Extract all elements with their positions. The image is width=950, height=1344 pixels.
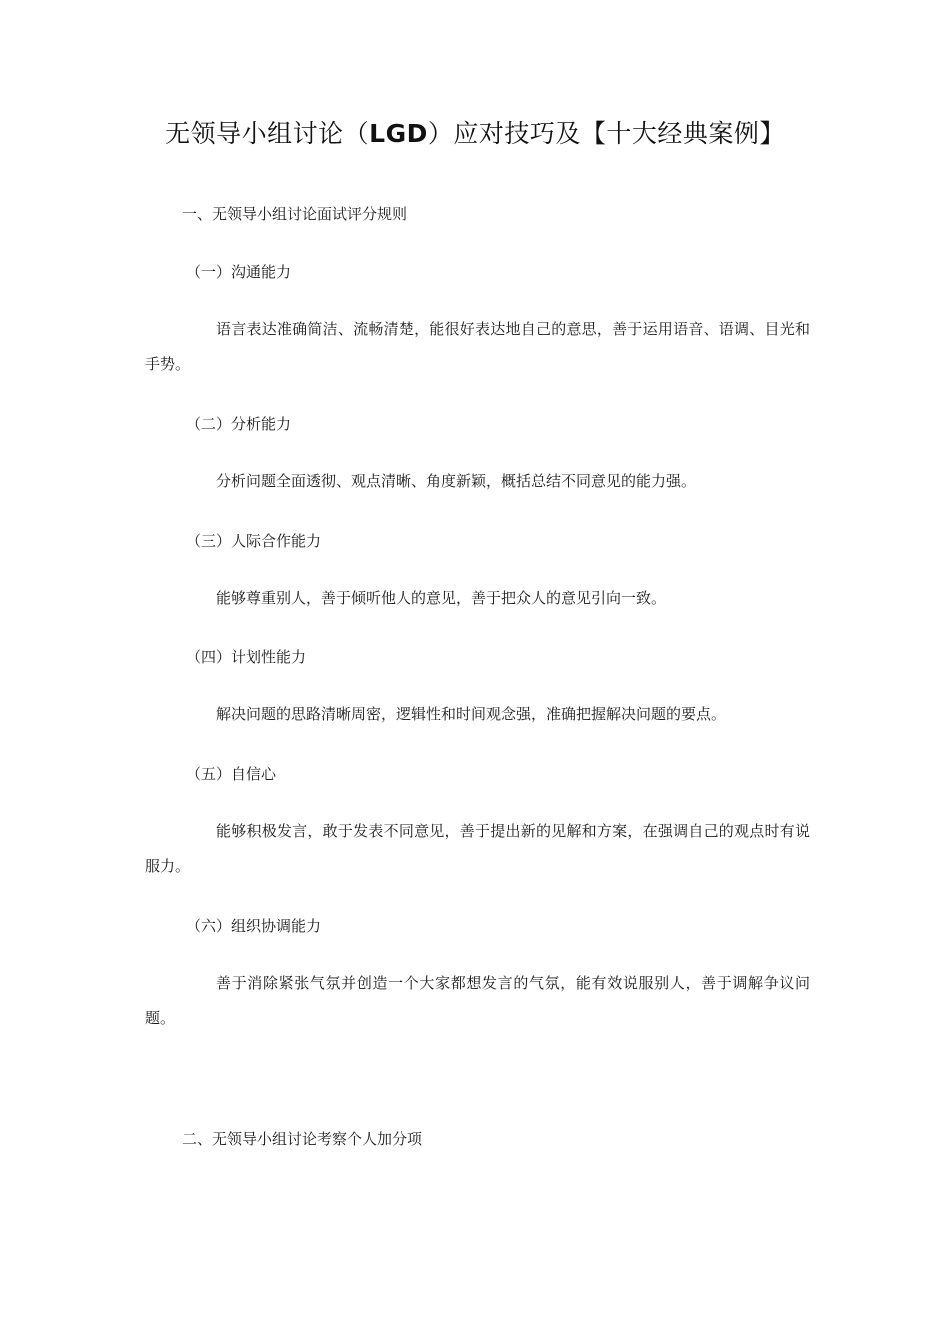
document-title [0,114,950,150]
paragraph-analysis: 分析问题全面透彻、观点清晰、角度新颖，概括总结不同意见的能力强。 [216,472,697,490]
paragraph-cooperation: 能够尊重别人，善于倾听他人的意见，善于把众人的意见引向一致。 [216,589,667,607]
subsection-heading-confidence: （五）自信心 [186,765,277,783]
paragraph-confidence: 能够积极发言，敢于发表不同意见，善于提出新的见解和方案，在强调自己的观点时有说服力。 [145,822,810,875]
title-part-2: ）应对技巧及【十大经典案例】 [427,119,785,148]
section-heading-2: 二、无领导小组讨论考察个人加分项 [182,1130,423,1148]
subsection-heading-cooperation: （三）人际合作能力 [186,532,322,550]
paragraph-planning: 解决问题的思路清晰周密，逻辑性和时间观念强，准确把握解决问题的要点。 [216,705,727,723]
subsection-heading-coordination: （六）组织协调能力 [186,917,322,935]
title-abbreviation: LGD [369,119,428,148]
title-part-1: 无领导小组讨论（ [165,119,370,148]
paragraph-communication: 语言表达准确简洁、流畅清楚，能很好表达地自己的意思，善于运用语音、语调、目光和手势。 [145,320,810,373]
paragraph-coordination: 善于消除紧张气氛并创造一个大家都想发言的气氛，能有效说服别人，善于调解争议问题。 [145,974,810,1027]
subsection-heading-planning: （四）计划性能力 [186,648,307,666]
subsection-heading-communication: （一）沟通能力 [186,263,292,281]
section-heading-1: 一、无领导小组讨论面试评分规则 [182,205,408,223]
subsection-heading-analysis: （二）分析能力 [186,415,292,433]
